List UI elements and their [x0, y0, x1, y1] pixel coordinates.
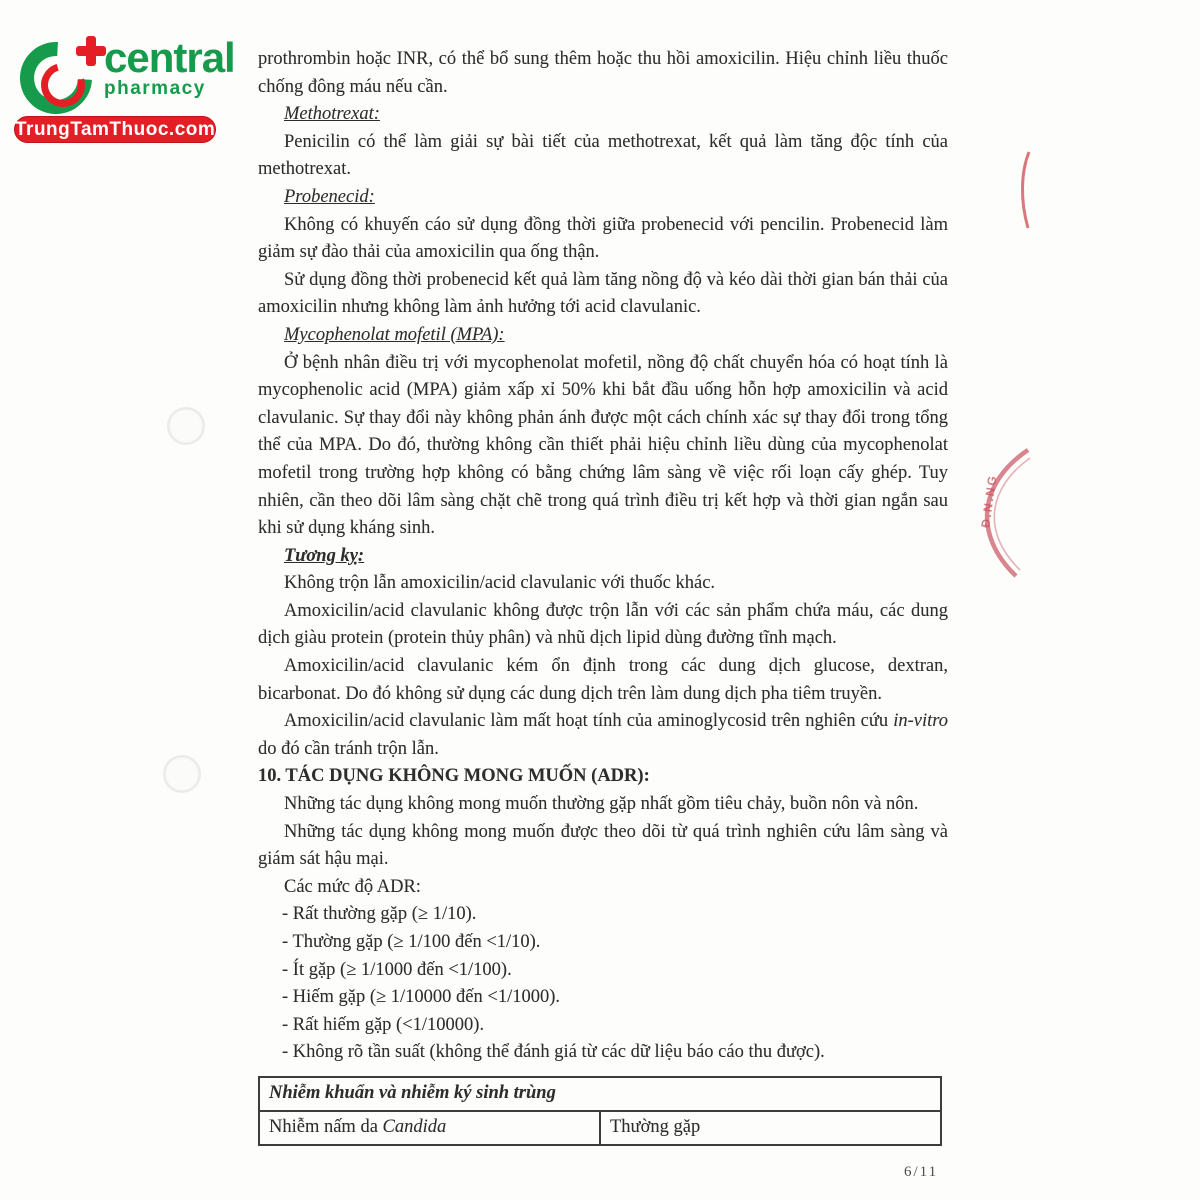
in-vitro-italic: in-vitro: [893, 711, 948, 732]
central-pharmacy-logo: [14, 34, 235, 146]
page-number: 6/11: [904, 1164, 939, 1180]
paragraph-adr-2: Những tác dụng không mong muốn được theo dõi từ quá trình nghiên cứu lâm sàng và giám sát hậu mại.: [258, 821, 948, 870]
stamp-arc: [956, 446, 1036, 581]
paragraph-incompatibility-2: Amoxicilin/acid clavulanic không được trộn lẫn với các sản phẩm chứa máu, các dung dịch giàu protein (protein thủy phân) và nhũ dịch lipid dùng đường tĩnh mạch.: [258, 600, 948, 649]
circular-stamp-fragment: [956, 446, 1036, 581]
heading-probenecid: Probenecid:: [284, 186, 375, 207]
adr-frequency-item: - Hiếm gặp (≥ 1/10000 đến <1/1000).: [282, 987, 560, 1008]
adr-table-frequency-cell: Thường gặp: [600, 1111, 941, 1145]
heading-incompatibility: Tương kỵ:: [284, 545, 365, 566]
paragraph-incompatibility-3: Amoxicilin/acid clavulanic kém ổn định trong các dung dịch glucose, dextran, bicarbonat. Do đó không sử dụng các dung dịch trên làm dung dịch pha tiêm truyền.: [258, 656, 948, 704]
paragraph-adr-1: Những tác dụng không mong muốn thường gặp nhất gồm tiêu chảy, buồn nôn và nôn.: [284, 794, 919, 815]
document-body: [258, 46, 948, 1146]
logo-brand-text: central: [104, 34, 235, 81]
paragraph-mycophenolat: Ở bệnh nhân điều trị với mycophenolat mofetil, nồng độ chất chuyển hóa có hoạt tính là mycophenolic acid (MPA) giảm xấp xỉ 50% khi bắt đầu uống hỗn hợp amoxicilin và acid clavulanic. Sự thay đổi này không phản ánh được một cách chính xác sự thay đổi trong tổng thể của MPA. Do đó, thường không cần thiết phải hiệu chỉnh liều dùng của mycophenolat mofetil trong trường hợp không có bằng chứng lâm sàng về việc rối loạn cấy ghép. Tuy nhiên, cần theo dõi lâm sàng chặt chẽ trong quá trình điều trị kết hợp và thời gian ngắn sau khi sử dụng kháng sinh.: [258, 352, 948, 539]
adr-frequency-item: - Rất hiếm gặp (<1/10000).: [282, 1014, 485, 1035]
adr-table-section-row: [259, 1077, 941, 1111]
adr-frequency-item: - Thường gặp (≥ 1/100 đến <1/10).: [282, 932, 541, 952]
paragraph-incompatibility-1: Không trộn lẫn amoxicilin/acid clavulanic với thuốc khác.: [284, 573, 716, 594]
adr-frequency-item: - Rất thường gặp (≥ 1/10).: [282, 904, 477, 925]
heading-section-10-adr: 10. TÁC DỤNG KHÔNG MONG MUỐN (ADR):: [258, 766, 650, 787]
paragraph-incompatibility-4: Amoxicilin/acid clavulanic làm mất hoạt tính của aminoglycosid trên nghiên cứu in-vitro do đó cần tránh trộn lẫn.: [258, 711, 948, 759]
adr-frequency-item: - Không rõ tần suất (không thể đánh giá từ các dữ liệu báo cáo thu được).: [282, 1042, 825, 1063]
paragraph-probenecid-2: Sử dụng đồng thời probenecid kết quả làm tăng nồng độ và kéo dài thời gian bán thải của amoxicilin nhưng không làm ảnh hưởng tới acid clavulanic.: [258, 269, 948, 318]
adr-table-row: [259, 1111, 941, 1145]
paragraph-probenecid-1: Không có khuyến cáo sử dụng đồng thời giữa probenecid với pencilin. Probenecid làm giảm sự đào thải của amoxicilin qua ống thận.: [258, 214, 948, 263]
logo-sub-text: pharmacy: [104, 78, 206, 99]
red-pen-mark: [1018, 150, 1032, 230]
paragraph-adr-levels-label: Các mức độ ADR:: [284, 876, 421, 897]
adr-frequency-item: - Ít gặp (≥ 1/1000 đến <1/100).: [282, 959, 512, 980]
central-pharmacy-logo-icon: [20, 42, 92, 114]
adr-table-reaction-cell: Nhiễm nấm da Candida: [259, 1111, 600, 1145]
logo-website-badge: TrungTamThuoc.com: [14, 116, 216, 143]
adr-table-section-header: Nhiễm khuẩn và nhiễm ký sinh trùng: [259, 1077, 941, 1111]
heading-mycophenolat-mofetil: Mycophenolat mofetil (MPA):: [284, 324, 505, 345]
adr-table: [258, 1076, 942, 1146]
heading-methotrexat: Methotrexat:: [284, 104, 380, 125]
candida-italic: Candida: [382, 1117, 447, 1138]
logo-wordmark: [104, 34, 235, 99]
stamp-text: Đ.N.NG: [978, 473, 1000, 529]
plus-icon: [76, 36, 106, 66]
paragraph-anticoagulant-continuation: prothrombin hoặc INR, có thể bổ sung thêm hoặc thu hồi amoxicilin. Hiệu chỉnh liều thuốc chống đông máu nếu cần.: [258, 49, 948, 97]
hole-punch-mark: [163, 755, 201, 793]
hole-punch-mark: [167, 407, 205, 445]
paragraph-methotrexat: Penicilin có thể làm giải sự bài tiết của methotrexat, kết quả làm tăng độc tính của methotrexat.: [258, 131, 948, 180]
